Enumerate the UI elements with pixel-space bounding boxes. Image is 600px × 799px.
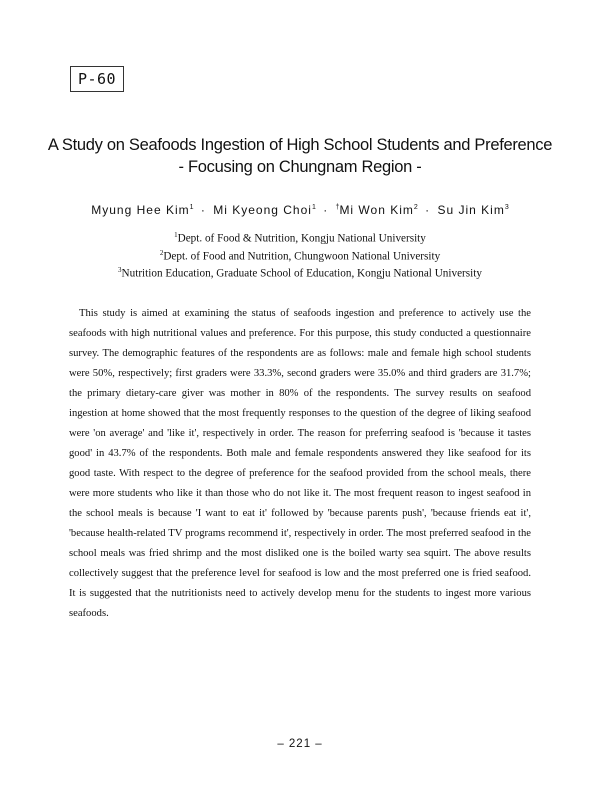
affiliation-3-text: Nutrition Education, Graduate School of Education, Kongju National University — [121, 268, 482, 281]
author-1: Myung Hee Kim — [91, 203, 190, 217]
author-list — [40, 203, 560, 217]
affiliation-1 — [60, 228, 540, 246]
affiliation-1-number: 1 — [174, 231, 178, 239]
affiliation-2 — [60, 246, 540, 264]
abstract-text: This study is aimed at examining the status of seafoods ingestion and preference to actively use the seafoods with high nutritional values and preference. For this purpose, this study conducted a questionnaire survey. The demographic features of the respondents are as follows: male and female high school students were 50%, respectively; first graders were 33.3%, second graders were 35.0% and third graders are 31.7%; the primary dietary-care giver was mother in 80% of the respondents. The survey results on seafood ingestion at home showed that the most frequently responses to the question of the degree of liking seafood were 'on average' and 'like it', respectively in order. The reason for preferring seafood is 'because it tastes good' in 43.7% of the respondents. Both male and female respondents answered they like seafood for its good taste. With respect to the degree of preference for the seafood provided from the school meals, there were more students who like it than those who do not like it. The most frequent reason to ingest seafood in the school meals is because 'I want to eat it' followed by 'because parents push', 'because friends eat it', 'because health-related TV programs recommend it', respectively in order. The most preferred seafood in the school meals was fried shrimp and the most disliked one is the boiled warty sea squirt. The above results collectively suggest that the preference level for seafood is low and the most preferred one is fried seafood. It is suggested that the nutritionists need to actively develop menu for the students to ingest more various seafoods. — [69, 308, 531, 619]
page-number: – 221 – — [277, 738, 323, 750]
author-separator: · — [323, 203, 329, 217]
title-line-1: A Study on Seafoods Ingestion of High School Students and Preference — [47, 136, 553, 154]
author-4-affiliation: 3 — [504, 204, 509, 211]
author-separator: · — [425, 203, 431, 217]
affiliation-list — [60, 228, 540, 281]
affiliation-3-number: 3 — [118, 266, 122, 275]
author-2: Mi Kyeong Choi — [213, 203, 312, 217]
author-3: Mi Won Kim — [339, 203, 414, 217]
affiliation-3 — [60, 263, 540, 281]
paper-title — [40, 134, 560, 178]
affiliation-1-text: Dept. of Food & Nutrition, Kongju National University — [177, 232, 426, 245]
corresponding-author-mark: † — [335, 204, 340, 211]
title-line-2: - Focusing on Chungnam Region - — [178, 158, 422, 176]
affiliation-2-number: 2 — [159, 248, 164, 257]
author-2-affiliation: 1 — [311, 204, 316, 211]
author-4: Su Jin Kim — [437, 203, 505, 217]
author-1-affiliation: 1 — [189, 204, 194, 211]
author-3-affiliation: 2 — [413, 204, 418, 211]
poster-id-box: P-60 — [70, 66, 124, 92]
affiliation-2-text: Dept. of Food and Nutrition, Chungwoon National University — [163, 250, 441, 263]
author-separator: · — [200, 203, 206, 217]
